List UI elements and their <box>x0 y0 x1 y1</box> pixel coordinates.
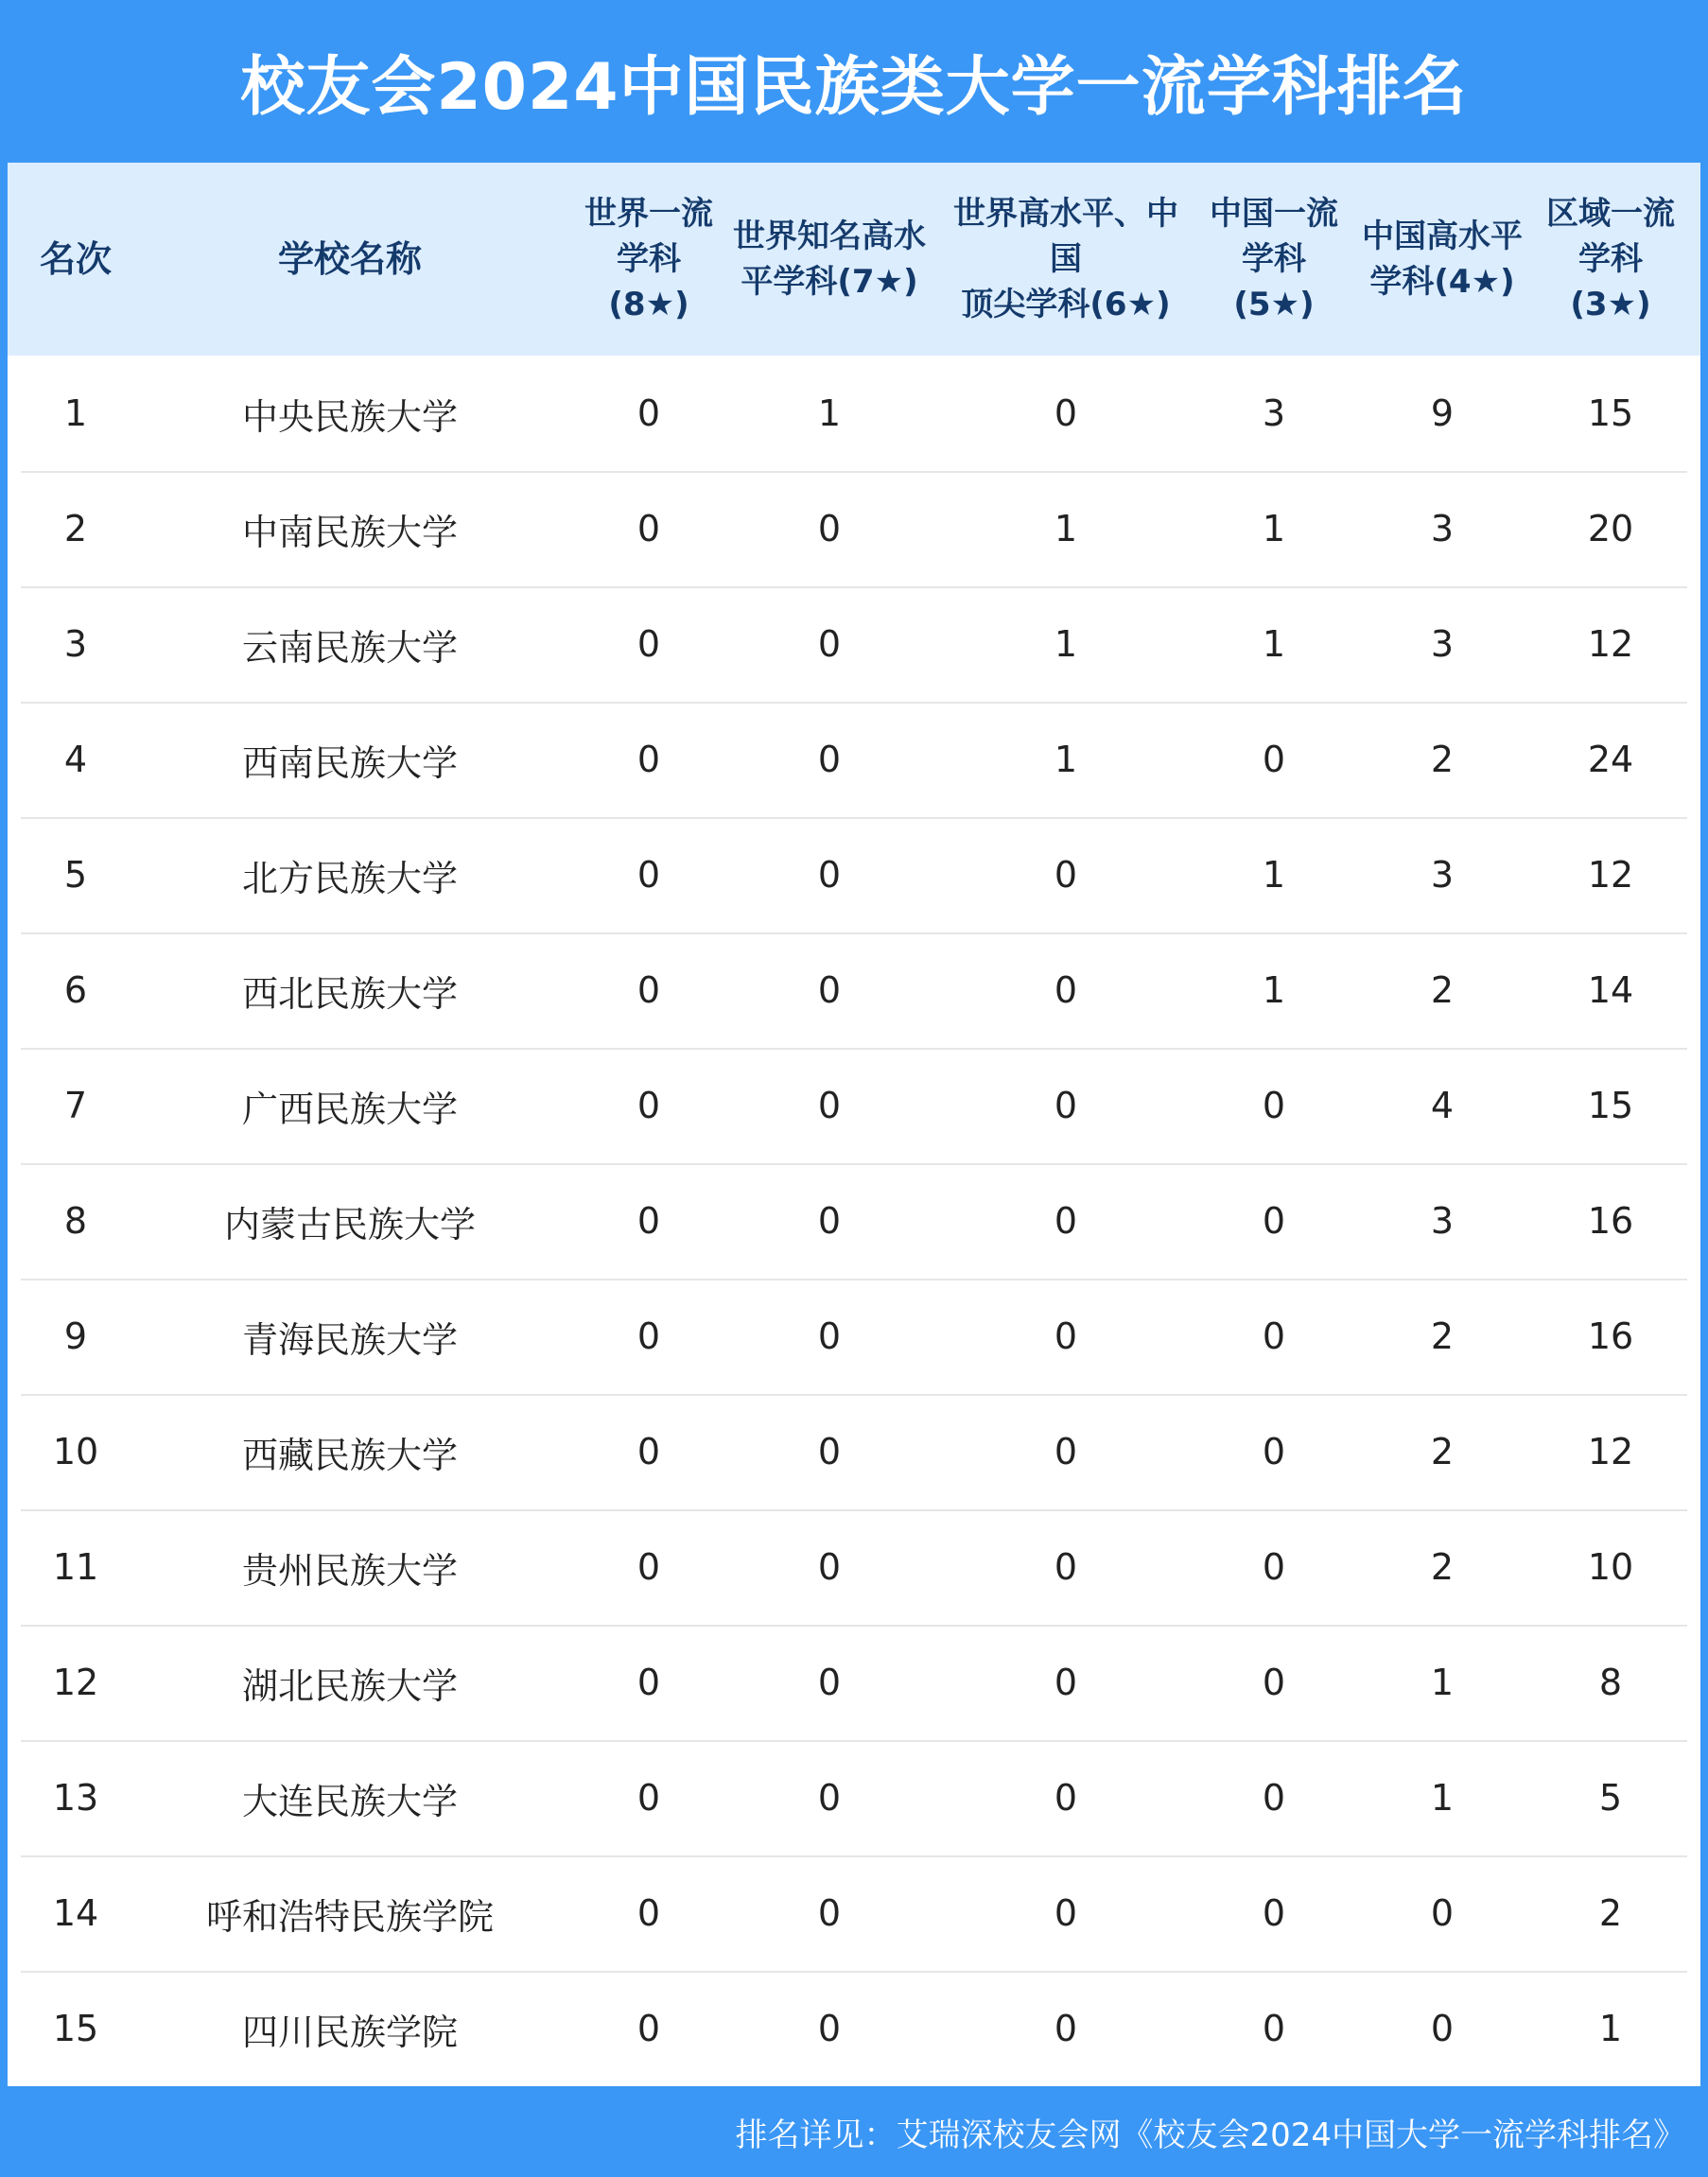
world-first-class-count: 0 <box>636 1662 661 1703</box>
world-high-level-count: 1 <box>1054 508 1078 549</box>
world-high-level-count: 0 <box>1054 1777 1078 1819</box>
china-high-level-count: 3 <box>1430 854 1455 896</box>
china-high-level-count: 0 <box>1430 2008 1455 2049</box>
world-renowned-count: 1 <box>817 392 842 434</box>
school-name-cell: 内蒙古民族大学 <box>223 1203 476 1245</box>
world-high-level-count: 0 <box>1054 2008 1078 2049</box>
regional-first-class-count: 12 <box>1587 623 1634 665</box>
world-first-class-count: 0 <box>636 854 661 896</box>
school-name-cell: 青海民族大学 <box>241 1318 458 1361</box>
china-first-class-count: 0 <box>1262 1431 1286 1472</box>
table-row <box>21 932 1687 1050</box>
header-world-renowned: 世界知名高水 平学科(7★) <box>733 218 926 301</box>
rank-cell: 9 <box>63 1315 88 1357</box>
rank-cell: 7 <box>63 1085 88 1126</box>
china-high-level-count: 3 <box>1430 623 1455 665</box>
world-high-level-count: 0 <box>1054 1431 1078 1472</box>
world-renowned-count: 0 <box>817 1546 842 1588</box>
china-first-class-count: 0 <box>1262 739 1286 780</box>
world-first-class-count: 0 <box>636 2008 661 2049</box>
china-first-class-count: 1 <box>1262 854 1286 896</box>
world-first-class-count: 0 <box>636 1546 661 1588</box>
world-renowned-count: 0 <box>817 1085 842 1126</box>
regional-first-class-count: 20 <box>1587 508 1634 549</box>
world-high-level-count: 0 <box>1054 1892 1078 1934</box>
school-name-cell: 西藏民族大学 <box>241 1434 458 1476</box>
regional-first-class-count: 8 <box>1598 1662 1623 1703</box>
china-first-class-count: 0 <box>1262 1315 1286 1357</box>
regional-first-class-count: 16 <box>1587 1315 1634 1357</box>
rank-cell: 8 <box>63 1200 88 1242</box>
table-row <box>21 1394 1687 1511</box>
china-first-class-count: 0 <box>1262 1662 1286 1703</box>
table-row <box>21 1740 1687 1857</box>
rank-cell: 3 <box>63 623 88 665</box>
china-high-level-count: 9 <box>1430 392 1455 434</box>
header-world-high-level: 世界高水平、中国 顶尖学科(6★) <box>953 195 1178 323</box>
table-row <box>21 586 1687 704</box>
source-note: 排名详见：艾瑞深校友会网《校友会2024中国大学一流学科排名》 <box>735 2116 1685 2154</box>
china-first-class-count: 0 <box>1262 1085 1286 1126</box>
regional-first-class-count: 15 <box>1587 392 1634 434</box>
regional-first-class-count: 24 <box>1587 739 1634 780</box>
world-first-class-count: 0 <box>636 508 661 549</box>
china-high-level-count: 3 <box>1430 508 1455 549</box>
world-renowned-count: 0 <box>817 1315 842 1357</box>
regional-first-class-count: 12 <box>1587 1431 1634 1472</box>
regional-first-class-count: 15 <box>1587 1085 1634 1126</box>
world-first-class-count: 0 <box>636 1431 661 1472</box>
world-renowned-count: 0 <box>817 508 842 549</box>
school-name-cell: 湖北民族大学 <box>241 1664 458 1707</box>
china-first-class-count: 3 <box>1262 392 1286 434</box>
rank-cell: 5 <box>63 854 88 896</box>
china-first-class-count: 0 <box>1262 1546 1286 1588</box>
school-name-cell: 四川民族学院 <box>241 2011 458 2053</box>
world-renowned-count: 0 <box>817 739 842 780</box>
china-high-level-count: 1 <box>1430 1777 1455 1819</box>
rank-cell: 10 <box>52 1431 99 1472</box>
china-first-class-count: 1 <box>1262 969 1286 1011</box>
page-title: 校友会2024中国民族类大学一流学科排名 <box>240 49 1468 125</box>
china-high-level-count: 1 <box>1430 1662 1455 1703</box>
world-first-class-count: 0 <box>636 969 661 1011</box>
world-high-level-count: 0 <box>1054 1546 1078 1588</box>
table-row <box>21 1855 1687 1973</box>
school-name-cell: 云南民族大学 <box>241 626 458 669</box>
rank-cell: 1 <box>63 392 88 434</box>
china-first-class-count: 0 <box>1262 2008 1286 2049</box>
regional-first-class-count: 12 <box>1587 854 1634 896</box>
header-rank: 名次 <box>39 238 112 280</box>
header-world-first-class: 世界一流 学科(8★) <box>584 195 713 323</box>
china-high-level-count: 4 <box>1430 1085 1455 1126</box>
rank-cell: 14 <box>52 1892 99 1934</box>
school-name-cell: 西南民族大学 <box>241 741 458 784</box>
rank-cell: 11 <box>52 1546 99 1588</box>
china-high-level-count: 0 <box>1430 1892 1455 1934</box>
world-renowned-count: 0 <box>817 854 842 896</box>
world-high-level-count: 0 <box>1054 969 1078 1011</box>
regional-first-class-count: 2 <box>1598 1892 1623 1934</box>
world-first-class-count: 0 <box>636 623 661 665</box>
regional-first-class-count: 16 <box>1587 1200 1634 1242</box>
header-regional-first-class: 区域一流 学科(3★) <box>1546 195 1675 323</box>
school-name-cell: 中南民族大学 <box>241 511 458 553</box>
table-row <box>21 1279 1687 1396</box>
china-high-level-count: 2 <box>1430 1546 1455 1588</box>
china-first-class-count: 0 <box>1262 1200 1286 1242</box>
world-first-class-count: 0 <box>636 1200 661 1242</box>
table-row <box>21 1048 1687 1165</box>
world-renowned-count: 0 <box>817 1431 842 1472</box>
school-name-cell: 广西民族大学 <box>241 1088 458 1130</box>
world-first-class-count: 0 <box>636 392 661 434</box>
world-first-class-count: 0 <box>636 1892 661 1934</box>
rank-cell: 15 <box>52 2008 99 2049</box>
world-first-class-count: 0 <box>636 739 661 780</box>
regional-first-class-count: 1 <box>1598 2008 1623 2049</box>
table-row <box>21 1625 1687 1742</box>
world-renowned-count: 0 <box>817 2008 842 2049</box>
table-row <box>21 356 1687 473</box>
world-high-level-count: 1 <box>1054 623 1078 665</box>
table-row <box>21 471 1687 588</box>
table-row <box>21 702 1687 819</box>
world-high-level-count: 0 <box>1054 392 1078 434</box>
world-high-level-count: 1 <box>1054 739 1078 780</box>
regional-first-class-count: 5 <box>1598 1777 1623 1819</box>
school-name-cell: 西北民族大学 <box>241 972 458 1015</box>
world-first-class-count: 0 <box>636 1777 661 1819</box>
school-name-cell: 北方民族大学 <box>241 857 458 899</box>
school-name-cell: 中央民族大学 <box>241 395 458 438</box>
china-high-level-count: 2 <box>1430 1315 1455 1357</box>
header-china-first-class: 中国一流 学科(5★) <box>1210 195 1338 323</box>
china-high-level-count: 2 <box>1430 739 1455 780</box>
table-row <box>21 817 1687 934</box>
world-renowned-count: 0 <box>817 1777 842 1819</box>
header-school: 学校名称 <box>277 238 422 280</box>
world-high-level-count: 0 <box>1054 1315 1078 1357</box>
china-high-level-count: 2 <box>1430 969 1455 1011</box>
china-first-class-count: 0 <box>1262 1892 1286 1934</box>
world-high-level-count: 0 <box>1054 1085 1078 1126</box>
school-name-cell: 贵州民族大学 <box>241 1549 458 1592</box>
header-china-high-level: 中国高水平 学科(4★) <box>1362 218 1523 301</box>
rank-cell: 12 <box>52 1662 99 1703</box>
regional-first-class-count: 10 <box>1587 1546 1634 1588</box>
rank-cell: 2 <box>63 508 88 549</box>
world-high-level-count: 0 <box>1054 1200 1078 1242</box>
table-row <box>21 1971 1687 2086</box>
world-first-class-count: 0 <box>636 1315 661 1357</box>
rank-cell: 4 <box>63 739 88 780</box>
china-first-class-count: 1 <box>1262 508 1286 549</box>
china-high-level-count: 3 <box>1430 1200 1455 1242</box>
world-high-level-count: 0 <box>1054 854 1078 896</box>
school-name-cell: 呼和浩特民族学院 <box>205 1895 494 1938</box>
table-row <box>21 1163 1687 1280</box>
world-renowned-count: 0 <box>817 969 842 1011</box>
world-renowned-count: 0 <box>817 1892 842 1934</box>
rank-cell: 6 <box>63 969 88 1011</box>
regional-first-class-count: 14 <box>1587 969 1634 1011</box>
world-renowned-count: 0 <box>817 1200 842 1242</box>
world-renowned-count: 0 <box>817 1662 842 1703</box>
table-row <box>21 1509 1687 1627</box>
china-first-class-count: 0 <box>1262 1777 1286 1819</box>
world-first-class-count: 0 <box>636 1085 661 1126</box>
world-renowned-count: 0 <box>817 623 842 665</box>
school-name-cell: 大连民族大学 <box>241 1780 458 1822</box>
china-first-class-count: 1 <box>1262 623 1286 665</box>
rank-cell: 13 <box>52 1777 99 1819</box>
china-high-level-count: 2 <box>1430 1431 1455 1472</box>
world-high-level-count: 0 <box>1054 1662 1078 1703</box>
